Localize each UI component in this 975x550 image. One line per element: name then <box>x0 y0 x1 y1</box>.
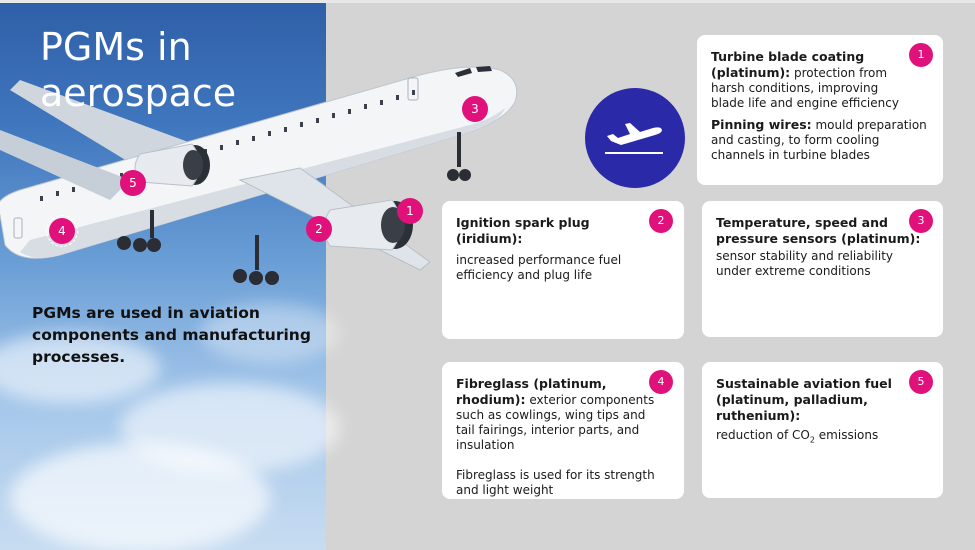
plane-marker-5: 5 <box>120 170 146 196</box>
slide-title <box>40 24 310 116</box>
card-5-heading: Sustainable aviation fuel (platinum, palladium, ruthenium): <box>716 376 892 423</box>
card-4-body-2: Fibreglass is used for its strength and light weight <box>456 468 655 497</box>
card-turbine-blade <box>697 35 943 185</box>
card-3-heading: Temperature, speed and pressure sensors (platinum): <box>716 215 921 246</box>
airplane-takeoff-icon <box>585 88 685 188</box>
card-2-heading: Ignition spark plug (iridium): <box>456 215 590 246</box>
card-1-body-2: mould preparation and casting, to form cooling channels in turbine blades <box>711 118 927 162</box>
card-5-body <box>716 428 929 447</box>
title-line-2: aerospace <box>40 71 237 115</box>
card-sensors <box>702 201 943 337</box>
card-4-body: exterior components such as cowlings, wing tips and tail fairings, interior parts, and insulation <box>456 393 655 452</box>
card-1-body-1: protection from harsh conditions, improving blade life and engine efficiency <box>711 66 899 110</box>
card-1-number-badge: 1 <box>909 43 933 67</box>
card-5-number-badge: 5 <box>909 370 933 394</box>
card-1-text-2 <box>711 117 929 163</box>
card-5-body-pre: reduction of CO <box>716 428 810 442</box>
card-3-number-badge: 3 <box>909 209 933 233</box>
card-fibreglass <box>442 362 684 499</box>
plane-marker-3: 3 <box>462 96 488 122</box>
airplane-icon-circle <box>585 88 685 188</box>
card-1-heading-1: Turbine blade coating (platinum): <box>711 49 865 80</box>
plane-marker-4: 4 <box>49 218 75 244</box>
card-3-body: sensor stability and reliability under extreme conditions <box>716 249 894 278</box>
title-line-1: PGMs in <box>40 25 192 69</box>
card-4-text <box>456 376 661 453</box>
card-2-body: increased performance fuel efficiency and plug life <box>456 253 622 282</box>
card-1-heading-2: Pinning wires: <box>711 117 812 132</box>
card-ignition-spark-plug <box>442 201 684 339</box>
card-sustainable-fuel <box>702 362 943 498</box>
card-4-heading: Fibreglass (platinum, rhodium): <box>456 376 607 407</box>
slide-subtitle: PGMs are used in aviation components and manufacturing processes. <box>32 304 311 366</box>
card-5-body-sub: 2 <box>809 435 815 445</box>
card-1-text-1 <box>711 49 911 111</box>
card-5-body-post: emissions <box>814 428 879 442</box>
plane-marker-1: 1 <box>397 198 423 224</box>
card-4-number-badge: 4 <box>649 370 673 394</box>
plane-marker-2: 2 <box>306 216 332 242</box>
card-2-number-badge: 2 <box>649 209 673 233</box>
